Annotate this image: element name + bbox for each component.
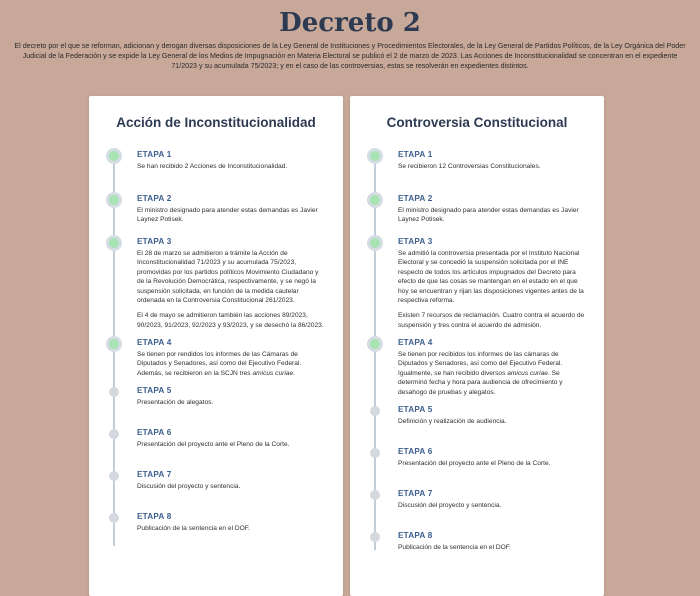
stage-completed-icon (367, 336, 383, 352)
intro-paragraph: El decreto por el que se reforman, adicionan y derogan diversas disposiciones de la Ley General de Instituciones y Procedimientos Electorales, de la Ley General de Partidos Políticos, de la Ley Orgánica del Poder Judicial de la Federación y se expide la Ley General de los Medios de Impugnación en Materia Electoral se publicó el 2 de marzo de 2023. Las Acciones de Inconstitucionalidad se concentran en el expediente 71/2023 y su acumulada 75/2023; y en el caso de las controversias, estas se resolverán en expedientes distintos. (14, 42, 686, 71)
stage-pending-icon (109, 429, 119, 439)
stage-pending-icon (370, 406, 380, 416)
stage-label: ETAPA 4 (137, 338, 172, 347)
stage-pending-icon (370, 490, 380, 500)
stage-label: ETAPA 8 (398, 531, 433, 540)
stage-text: Definición y realización de audiencia. (398, 418, 507, 425)
stage-text: El ministro designado para atender estas demandas es Javier Laynez Potisek. (398, 207, 579, 224)
stage-pending-icon (370, 448, 380, 458)
stage-text: Presentación de alegatos. (137, 399, 214, 406)
stage-text: Se han recibido 2 Acciones de Inconstitucionalidad. (137, 163, 288, 170)
stage-label: ETAPA 3 (398, 237, 433, 246)
stage-label: ETAPA 8 (137, 512, 172, 521)
stage-text: Se admitió la controversia presentada por el Instituto Nacional Electoral y se concedió la suspensión solicitada por el INE respecto de todos los artículos impugnados del Decreto para efecto de que las cosas se mantengan en el estado en el que hoy se encuentran y rijan las disposiciones vigentes antes de la respectiva reforma. Existen 7 recursos de reclamación. Cuatro contra el acuerdo de suspensión y tres contra el acuerdo de admisión. (398, 250, 585, 329)
stage-label: ETAPA 3 (137, 237, 172, 246)
stage-completed-icon (367, 192, 383, 208)
stage-text: Presentación del proyecto ante el Pleno de la Corte. (137, 441, 290, 448)
accion-card (89, 96, 343, 596)
stage-completed-icon (367, 148, 383, 164)
page-title: Decreto 2 (279, 8, 421, 38)
stage-text: Discusión del proyecto y sentencia. (137, 483, 241, 490)
stage-label: ETAPA 2 (137, 194, 172, 203)
stage-pending-icon (109, 513, 119, 523)
stage-text: Discusión del proyecto y sentencia. (398, 502, 502, 509)
stage-text: Publicación de la sentencia en el DOF. (137, 525, 250, 532)
stage-completed-icon (106, 192, 122, 208)
stage-pending-icon (109, 471, 119, 481)
stage-label: ETAPA 6 (137, 428, 172, 437)
stage-label: ETAPA 2 (398, 194, 433, 203)
stage-completed-icon (106, 235, 122, 251)
stage-label: ETAPA 1 (137, 150, 172, 159)
stage-completed-icon (106, 336, 122, 352)
stage-label: ETAPA 5 (137, 386, 172, 395)
stage-completed-icon (367, 235, 383, 251)
stage-completed-icon (106, 148, 122, 164)
stage-text: Se recibieron 12 Controversias Constitucionales. (398, 163, 541, 170)
stage-label: ETAPA 6 (398, 447, 433, 456)
timeline-line (113, 158, 115, 546)
stage-text: Presentación del proyecto ante el Pleno de la Corte. (398, 460, 551, 467)
stage-label: ETAPA 5 (398, 405, 433, 414)
stage-text: Publicación de la sentencia en el DOF. (398, 544, 511, 551)
stage-text: El 28 de marzo se admitieron a trámite la Acción de Inconstitucionalidad 71/2023 y su acumulada 75/2023, promovidas por los partidos políticos Movimiento Ciudadano y de la Revolución Democrática, respectivamente, y se negó la suspensión solicitada, en función de la medida cautelar ordenada en la Controversia Constitucional 261/2023. El 4 de mayo se admitieron también las acciones 89/2023, 90/2023, 91/2023, 92/2023 y 93/2023, y se desechó la 86/2023. (137, 250, 324, 329)
stage-pending-icon (370, 532, 380, 542)
accion-card-title: Acción de Inconstitucionalidad (116, 115, 316, 130)
stage-pending-icon (109, 387, 119, 397)
stage-text: El ministro designado para atender estas demandas es Javier Laynez Potisek. (137, 207, 318, 224)
stage-label: ETAPA 7 (137, 470, 172, 479)
stage-label: ETAPA 4 (398, 338, 433, 347)
stage-text: Se tienen por recibidos los informes de las cámaras de Diputados y Senadores, así como del Ejecutivo Federal. Igualmente, se han recibido diversos amicus curiae. Se determinó fecha y hora para audiencia de ofrecimiento y desahogo de pruebas y alegatos. (398, 351, 563, 396)
stage-text: Se tienen por rendidos los informes de las Cámaras de Diputados y Senadores, así como del Ejecutivo Federal. Además, se recibieron en la SCJN tres amicus curiae. (137, 351, 302, 377)
controversia-card-title: Controversia Constitucional (386, 115, 568, 130)
controversia-card (350, 96, 604, 596)
stage-label: ETAPA 7 (398, 489, 433, 498)
stage-label: ETAPA 1 (398, 150, 433, 159)
